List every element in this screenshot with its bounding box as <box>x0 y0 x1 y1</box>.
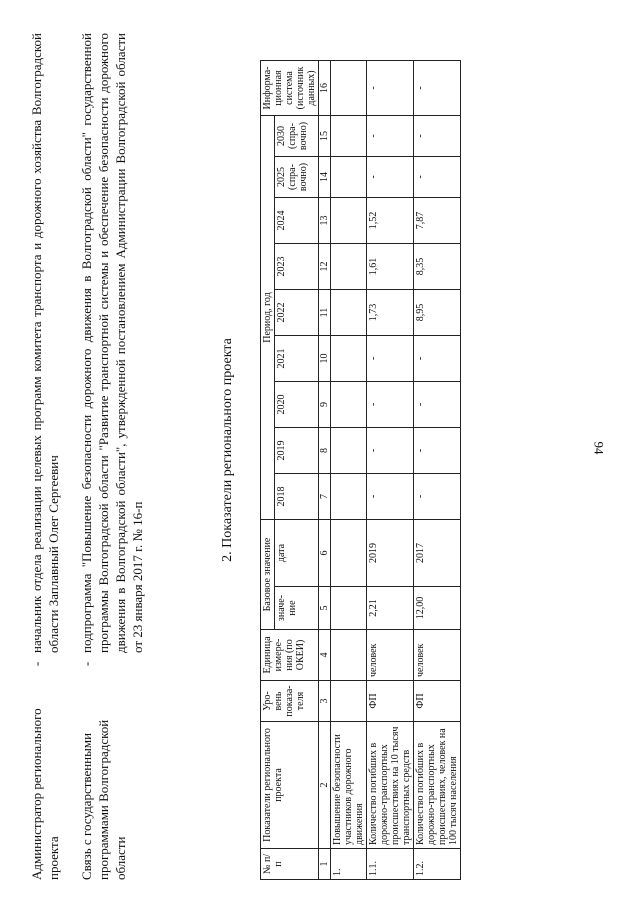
level <box>331 681 367 722</box>
passport-block <box>28 20 146 880</box>
col-number: 14 <box>319 157 331 198</box>
col-number: 4 <box>319 630 331 681</box>
year-value: 1,61 <box>367 244 414 290</box>
admin-label: Администратор регионального проекта <box>29 708 61 880</box>
col-number: 13 <box>319 198 331 244</box>
info-source: - <box>367 61 414 116</box>
year-value <box>331 116 367 157</box>
unit: человек <box>367 630 414 681</box>
header-num: № п/п <box>261 849 319 880</box>
col-number: 15 <box>319 116 331 157</box>
year-value: - <box>414 474 461 520</box>
year-value <box>331 157 367 198</box>
info-source: - <box>414 61 461 116</box>
indicators-table <box>260 60 461 880</box>
year-value: - <box>367 336 414 382</box>
link-label: Связь с государственными программами Волгоградской области <box>79 719 128 880</box>
header-unit: Единица измере-ния (по ОКЕИ) <box>261 630 319 681</box>
year-value: - <box>367 116 414 157</box>
col-number: 5 <box>319 587 331 630</box>
indicator-name: Количество погибших в дорожно-транспортных происшествиях на 10 тысяч транспортных средств <box>367 722 414 849</box>
link-row <box>78 20 146 880</box>
admin-row <box>28 20 62 880</box>
year-value: 8,95 <box>414 290 461 336</box>
admin-value: начальник отдела реализации целевых программ комитета транспорта и дорожного хозяйства Волгоградской области Заплавный Олег Сергеевич <box>29 33 61 653</box>
col-number: 10 <box>319 336 331 382</box>
year-value: - <box>367 157 414 198</box>
header-base-value: значе-ние <box>275 587 319 630</box>
row-number: 1.1. <box>367 849 414 880</box>
year-value: - <box>414 336 461 382</box>
year-value: - <box>367 382 414 428</box>
header-year: 2020 <box>275 382 319 428</box>
header-base-date: дата <box>275 520 319 587</box>
dash: - <box>79 661 94 667</box>
year-value <box>331 290 367 336</box>
year-value <box>331 428 367 474</box>
header-year: 2025 (спра-вочно) <box>275 157 319 198</box>
year-value <box>331 336 367 382</box>
col-number: 8 <box>319 428 331 474</box>
base-date <box>331 520 367 587</box>
year-value: 7,87 <box>414 198 461 244</box>
col-number: 9 <box>319 382 331 428</box>
header-period: Период, год <box>261 116 275 520</box>
year-value: - <box>367 474 414 520</box>
indicator-name: Количество погибших в дорожно-транспортных происшествиях, человек на 100 тысяч населения <box>414 722 461 849</box>
header-year: 2023 <box>275 244 319 290</box>
col-number: 16 <box>319 61 331 116</box>
table-row <box>367 61 414 880</box>
page-number: 94 <box>591 441 607 455</box>
row-number: 1. <box>331 849 367 880</box>
level: ФП <box>414 681 461 722</box>
col-number: 1 <box>319 849 331 880</box>
year-value: - <box>414 157 461 198</box>
base-value <box>331 587 367 630</box>
header-info: Информа-ционная система (источник данных) <box>261 61 319 116</box>
header-base: Базовое значение <box>261 520 275 630</box>
base-value: 2,21 <box>367 587 414 630</box>
year-value: - <box>367 428 414 474</box>
table-row <box>414 61 461 880</box>
rotated-page-content <box>28 20 608 880</box>
info-source <box>331 61 367 116</box>
header-year: 2018 <box>275 474 319 520</box>
unit: человек <box>414 630 461 681</box>
row-number: 1.2. <box>414 849 461 880</box>
header-year: 2021 <box>275 336 319 382</box>
link-value: подпрограмма "Повышение безопасности дорожного движения в Волгоградской области" государственной программы Волгоградской области "Развитие транспортной системы и обеспечение безопасности дорожного движения в Волгоградской области", утвержденной постановлением Администрации Волгоградской области от 23 января 2017 г. № 16-п <box>79 33 145 653</box>
year-value <box>331 474 367 520</box>
col-number: 11 <box>319 290 331 336</box>
base-date: 2017 <box>414 520 461 587</box>
header-year: 2024 <box>275 198 319 244</box>
year-value: 1,73 <box>367 290 414 336</box>
year-value: 8,35 <box>414 244 461 290</box>
header-year: 2022 <box>275 290 319 336</box>
base-date: 2019 <box>367 520 414 587</box>
level: ФП <box>367 681 414 722</box>
unit <box>331 630 367 681</box>
year-value <box>331 244 367 290</box>
column-numbers-row <box>319 61 331 880</box>
base-value: 12,00 <box>414 587 461 630</box>
col-number: 3 <box>319 681 331 722</box>
indicator-name: Повышение безопасности участников дорожного движения <box>331 722 367 849</box>
year-value <box>331 198 367 244</box>
year-value: - <box>414 428 461 474</box>
table-row <box>331 61 367 880</box>
header-year: 2030 (спра-вочно) <box>275 116 319 157</box>
dash: - <box>29 661 44 667</box>
header-year: 2019 <box>275 428 319 474</box>
year-value: - <box>414 382 461 428</box>
col-number: 2 <box>319 722 331 849</box>
year-value: 1,52 <box>367 198 414 244</box>
col-number: 12 <box>319 244 331 290</box>
header-level: Уро-вень показа-теля <box>261 681 319 722</box>
section-title: 2. Показатели регионального проекта <box>220 338 235 562</box>
year-value: - <box>414 116 461 157</box>
table-body <box>331 61 461 880</box>
col-number: 6 <box>319 520 331 587</box>
col-number: 7 <box>319 474 331 520</box>
year-value <box>331 382 367 428</box>
header-indicator: Показатели регионального проекта <box>261 722 319 849</box>
